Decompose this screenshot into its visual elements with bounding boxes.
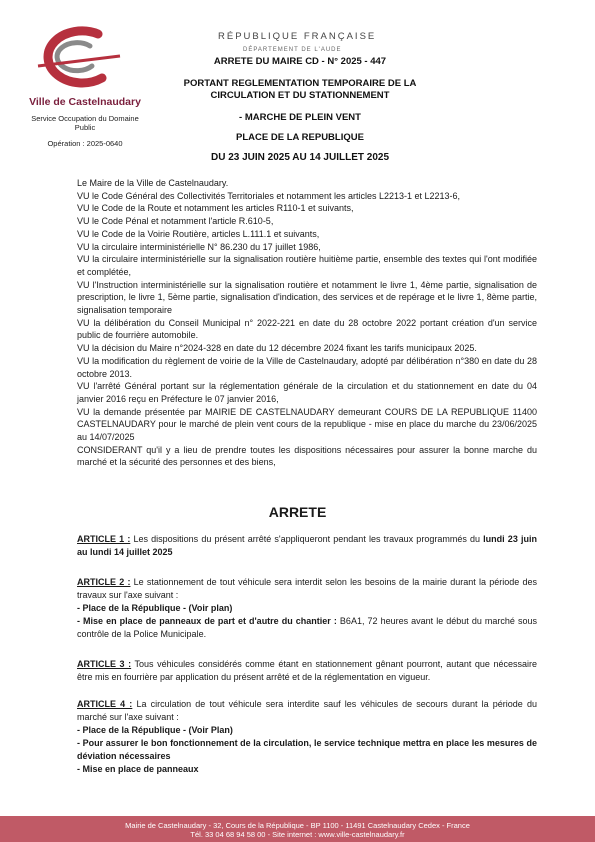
visa-line: VU la circulaire interministérielle sur la signalisation routière huitième partie, ensemble des textes qui l'ont modifiée et complétée,: [77, 254, 537, 277]
lieu-title: PLACE DE LA REPUBLIQUE: [236, 132, 364, 143]
article-1-text: Les dispositions du présent arrêté s'appliqueront pendant les travaux programmés du: [130, 534, 484, 544]
visa-line: VU la décision du Maire n°2024-328 en date du 12 décembre 2024 fixant les tarifs municipaux 2025.: [77, 343, 477, 354]
arrete-number: ARRETE DU MAIRE CD - N° 2025 - 447: [213, 56, 387, 67]
city-name: Ville de Castelnaudary: [29, 96, 141, 108]
operation-number: Opération : 2025-0640: [47, 139, 123, 148]
visa-line: VU l'arrêté Général portant sur la réglementation générale de la circulation et du stationnement en date du 04 janvier 2016 reçu en Préfecture le 07 janvier 2016,: [77, 381, 537, 404]
visa-line: VU l'Instruction interministérielle sur la signalisation routière et notamment le livre 1, 4ème partie, signalisation de prescription, le livre 1, 5ème partie, signalisation d'indication, des services et de repérage et le livre 1, 8ème partie, signalisation temporaire: [77, 279, 537, 316]
article-4-item-2: - Pour assurer le bon fonctionnement de la circulation, le service technique mettra en place les mesures de déviation nécessaires: [77, 738, 537, 761]
article-4-item-1: - Place de la République - (Voir Plan): [77, 725, 233, 735]
article-2-text: Le stationnement de tout véhicule sera interdit selon les besoins de la mairie durant la période des travaux sur l'axe suivant :: [77, 577, 537, 600]
visa-line: VU le Code Pénal et notamment l'article R.610-5,: [77, 216, 274, 227]
dates-title: DU 23 JUIN 2025 AU 14 JUILLET 2025: [210, 152, 390, 163]
city-logo: [20, 26, 150, 156]
visas-block: [77, 177, 537, 469]
marche-title: - MARCHE DE PLEIN VENT: [239, 112, 361, 123]
article-2-item-2-label: - Mise en place de panneaux de part et d'autre du chantier :: [77, 616, 337, 626]
visa-line: VU le Code de la Route et notamment les articles R110-1 et suivants,: [77, 203, 354, 214]
service-name: Service Occupation du Domaine Public: [31, 114, 139, 132]
article-4-label: ARTICLE 4 :: [77, 699, 133, 709]
visa-line: Le Maire de la Ville de Castelnaudary.: [77, 178, 229, 188]
visa-line: VU la circulaire interministérielle N° 86.230 du 17 juillet 1986,: [77, 241, 321, 252]
article-2: [77, 576, 537, 641]
page-footer: [0, 816, 595, 842]
article-2-item-1: - Place de la République - (Voir plan): [77, 603, 233, 613]
departement-header: DÉPARTEMENT DE L'AUDE: [243, 47, 342, 53]
footer-contact: Tél. 33 04 68 94 58 00 - Site internet : www.ville-castelnaudary.fr: [190, 830, 405, 839]
castelnaudary-logo-icon: [28, 26, 128, 88]
visa-line: VU le Code Général des Collectivités Territoriales et notamment les articles L2213-1 et L2213-6,: [77, 190, 461, 201]
footer-address: Mairie de Castelnaudary - 32, Cours de la République - BP 1100 - 11491 Castelnaudary Cedex - France: [125, 821, 470, 830]
arrete-heading: ARRETE: [268, 504, 327, 520]
article-2-item-2-text: B6A1, 72 heures avant le début du marché sous contrôle de la Police Municipale.: [77, 616, 537, 639]
visa-line: VU la demande présentée par MAIRIE DE CASTELNAUDARY demeurant COURS DE LA REPUBLIQUE 11400 CASTELNAUDARY pour le marché de plein vent cours de la republique - mise en place du marche du 23/06/2025 au 14/07/2025: [77, 406, 537, 443]
article-1-label: ARTICLE 1 :: [77, 534, 131, 544]
article-3-label: ARTICLE 3 :: [77, 659, 132, 669]
visa-line: VU la délibération du Conseil Municipal n° 2022-221 en date du 28 octobre 2022 portant création d'un service public de fourrière automobile.: [77, 317, 537, 341]
article-1: [77, 533, 537, 559]
article-4: [77, 698, 537, 776]
article-4-item-3: - Mise en place de panneaux: [77, 764, 199, 774]
article-3-text: Tous véhicules considérés comme étant en stationnement gênant pourront, autant que nécessaire être mis en fourrière par application du présent arrêté et de la réglementation en vigueur.: [77, 659, 537, 682]
visa-line: CONSIDERANT qu'il y a lieu de prendre toutes les dispositions nécessaires pour assurer la bonne marche du marché et la sécurité des personnes et des biens,: [77, 444, 537, 468]
article-2-label: ARTICLE 2 :: [77, 577, 131, 587]
visa-line: VU la modification du règlement de voirie de la Ville de Castelnaudary, adopté par délibération n°380 en date du 28 octobre 2013.: [77, 355, 537, 379]
arrete-object: PORTANT REGLEMENTATION TEMPORAIRE DE LA CIRCULATION ET DU STATIONNEMENT: [183, 78, 417, 101]
article-3: [77, 658, 537, 684]
article-1-dates: lundi 23 juin au lundi 14 juillet 2025: [77, 534, 537, 557]
article-4-text: La circulation de tout véhicule sera interdite sauf les véhicules de secours durant la période du marché sur l'axe suivant :: [77, 699, 537, 722]
republique-header: RÉPUBLIQUE FRANÇAISE: [218, 31, 377, 42]
visa-line: VU le Code de la Voirie Routière, articles L.111.1 et suivants,: [77, 228, 320, 239]
